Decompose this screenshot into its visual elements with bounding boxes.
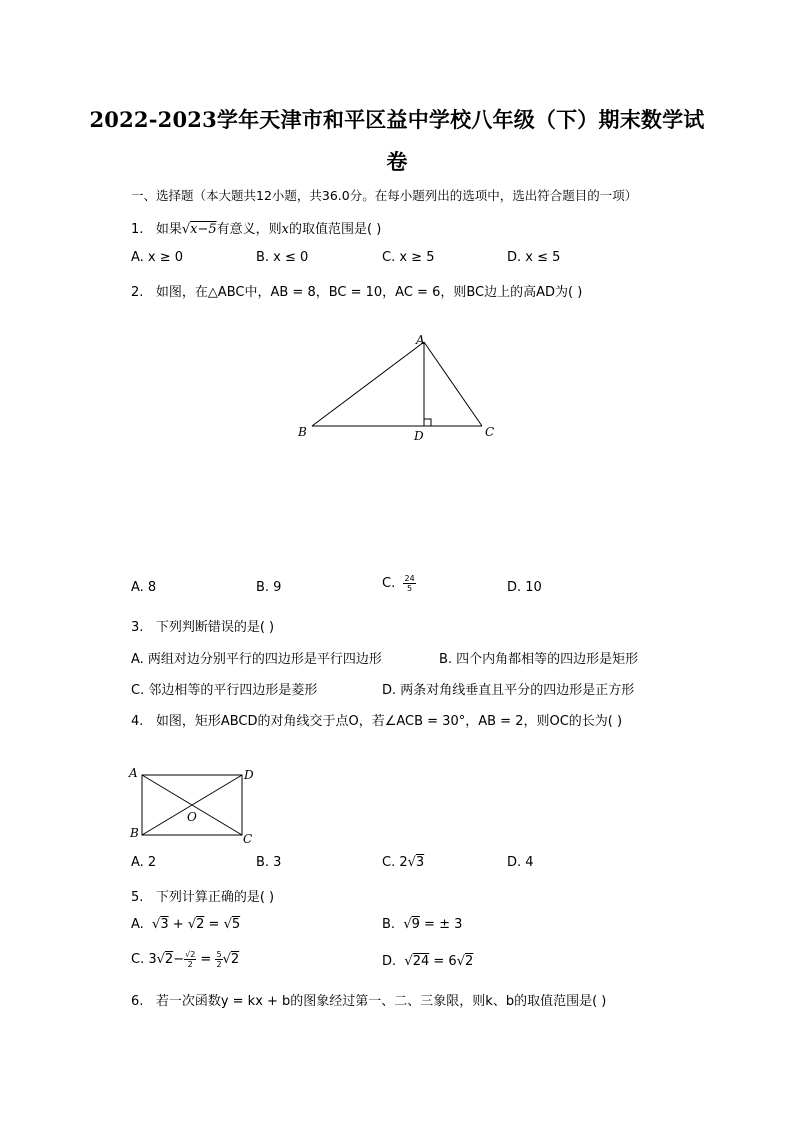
- label-d: D: [414, 429, 424, 443]
- question-2: [131, 281, 582, 300]
- question-text: 如图，矩形ABCD的对角线交于点O，若∠ACB = 30°，AB = 2，则OC的长为( ): [155, 714, 623, 729]
- question-4: [131, 710, 622, 729]
- triangle-figure: [290, 330, 510, 450]
- question-3: [131, 616, 274, 635]
- question-text: 如图，在△ABC中，AB = 8，BC = 10，AC = 6，则BC边上的高AD为( ): [155, 285, 583, 300]
- label-c: C: [485, 425, 495, 439]
- q5-option-d[interactable]: D. √24 = 6√2: [382, 954, 474, 969]
- question-1: [131, 218, 381, 237]
- question-number: 6.: [131, 994, 144, 1009]
- question-text: 下列判断错误的是( ): [155, 620, 275, 635]
- question-5: [131, 886, 274, 905]
- question-text: 下列计算正确的是( ): [155, 890, 275, 905]
- q1-option-b[interactable]: B. x ≤ 0: [256, 250, 309, 265]
- q4-option-d[interactable]: D. 4: [507, 855, 534, 870]
- q4-option-b[interactable]: B. 3: [256, 855, 282, 870]
- question-number: 5.: [131, 890, 144, 905]
- q5-option-c[interactable]: C. 3√2− $\frac{√2}{2}$ = $\frac{5}{2}$ √2: [131, 950, 240, 969]
- q4-option-c[interactable]: C. 2√3: [382, 855, 425, 870]
- q3-option-d[interactable]: D. 两条对角线垂直且平分的四边形是正方形: [382, 683, 635, 698]
- label-b: B: [298, 425, 307, 439]
- q3-option-b[interactable]: B. 四个内角都相等的四边形是矩形: [439, 652, 639, 667]
- q2-option-b[interactable]: B. 9: [256, 580, 282, 595]
- question-6: [131, 990, 606, 1009]
- question-number: 4.: [131, 714, 144, 729]
- q3-option-c[interactable]: C. 邻边相等的平行四边形是菱形: [131, 683, 318, 698]
- q4-option-a[interactable]: A. 2: [131, 855, 157, 870]
- question-text: 如果: [155, 222, 182, 237]
- q3-option-a[interactable]: A. 两组对边分别平行的四边形是平行四边形: [131, 652, 382, 667]
- question-number: 3.: [131, 620, 144, 635]
- exam-title-line2: 卷: [386, 149, 408, 174]
- q2-option-a[interactable]: A. 8: [131, 580, 157, 595]
- label-b: B: [130, 826, 139, 840]
- label-a: A: [416, 333, 425, 347]
- label-o: O: [187, 810, 197, 824]
- section-heading: 一、选择题（本大题共12小题，共36.0分。在每小题列出的选项中，选出符合题目的一项）: [131, 188, 638, 203]
- q2-option-d[interactable]: D. 10: [507, 580, 542, 595]
- label-a: A: [129, 766, 138, 780]
- exam-title-line1: 2022-2023学年天津市和平区益中学校八年级（下）期末数学试: [89, 107, 705, 132]
- question-text: 的取值范围是( ): [288, 222, 382, 237]
- q5-option-b[interactable]: B. √9 = ± 3: [382, 917, 463, 932]
- q5-option-a[interactable]: A. √3 + √2 = √5: [131, 917, 241, 932]
- q2-option-c[interactable]: C. $\frac{24}{5}$: [382, 574, 415, 593]
- rectangle-figure: [126, 763, 266, 848]
- question-number: 2.: [131, 285, 144, 300]
- question-number: 1.: [131, 222, 144, 237]
- label-c: C: [243, 832, 253, 846]
- sqrt-radical: √x−5: [181, 222, 217, 237]
- q1-option-d[interactable]: D. x ≤ 5: [507, 250, 561, 265]
- question-text: 若一次函数y = kx + b的图象经过第一、二、三象限，则k、b的取值范围是( ): [155, 994, 607, 1009]
- question-text: 有意义，则: [216, 222, 282, 237]
- q1-option-a[interactable]: A. x ≥ 0: [131, 250, 184, 265]
- q1-option-c[interactable]: C. x ≥ 5: [382, 250, 435, 265]
- label-d: D: [244, 768, 254, 782]
- variable: x: [281, 222, 289, 237]
